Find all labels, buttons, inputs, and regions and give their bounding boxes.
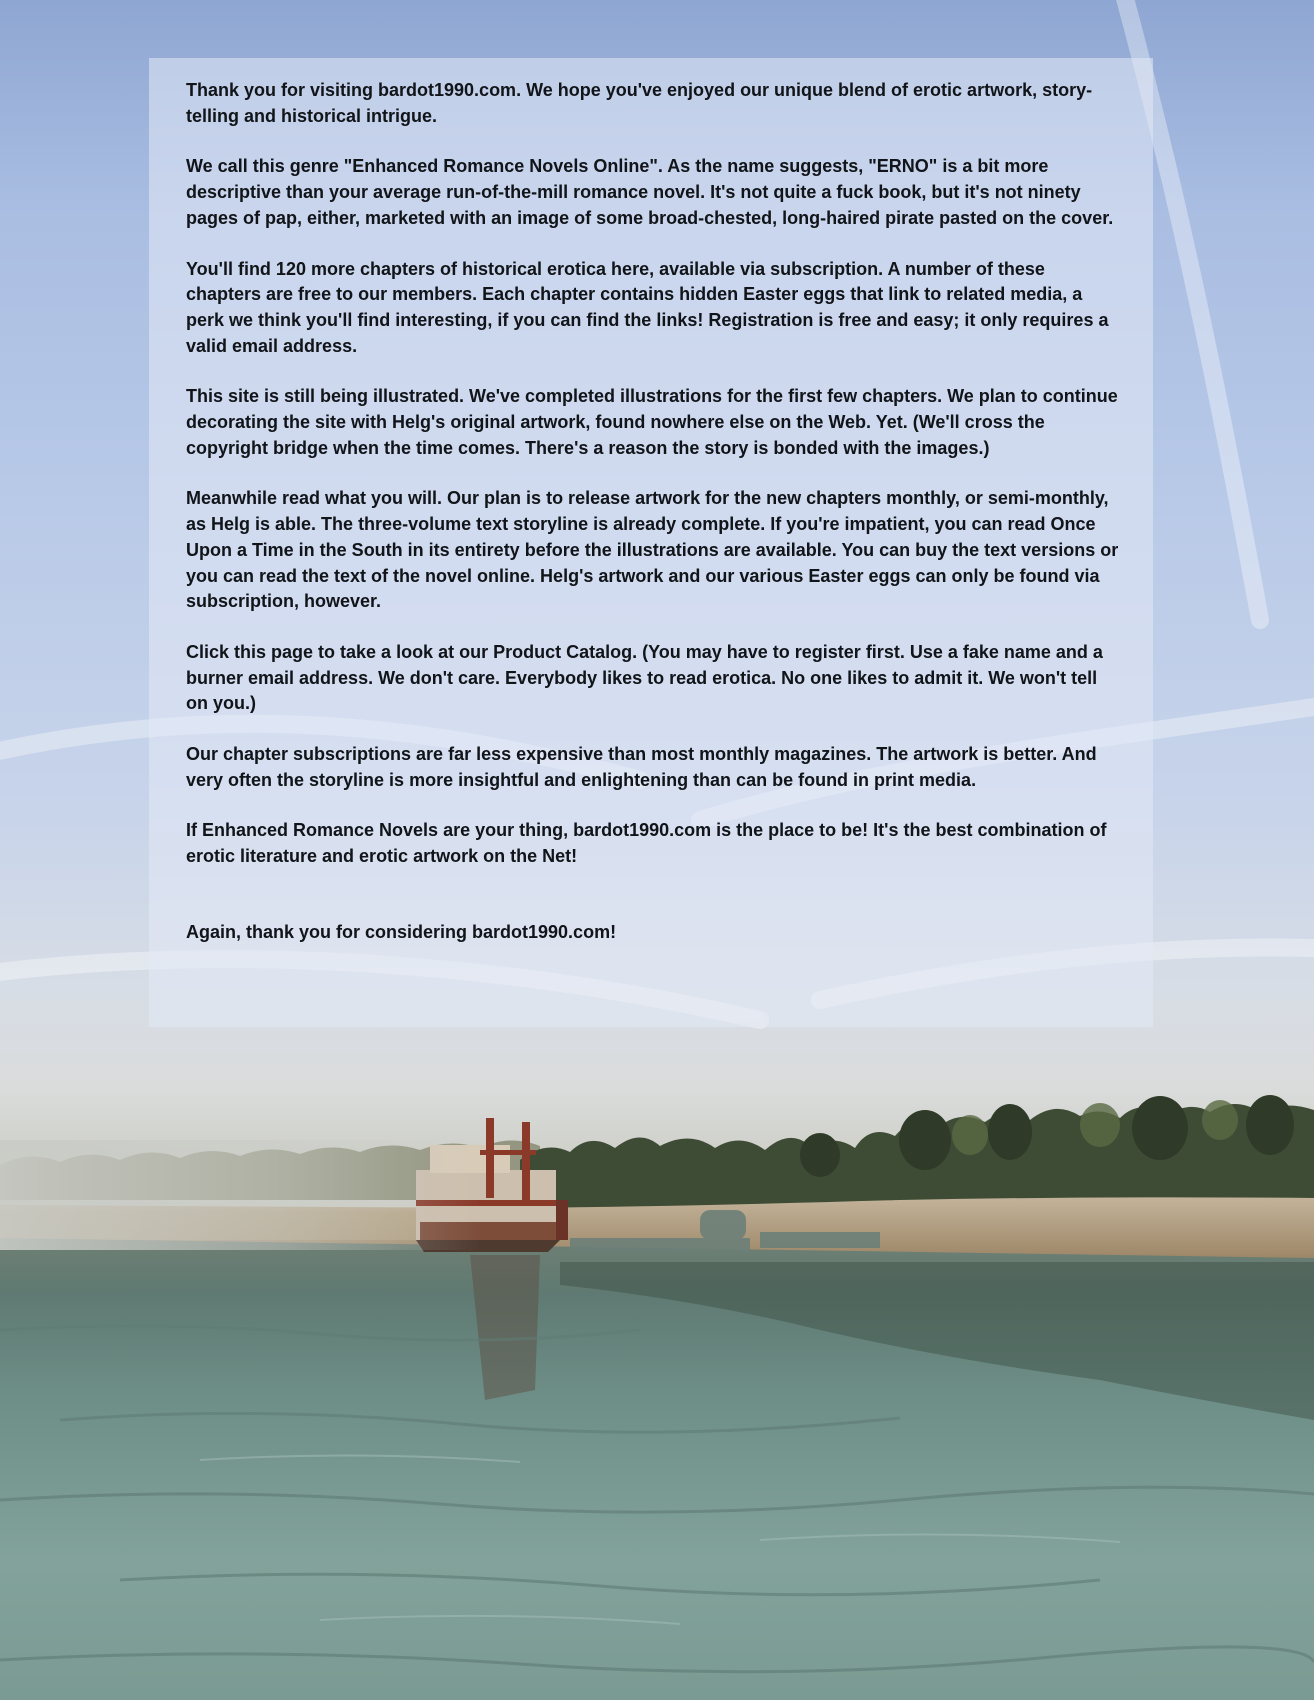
paragraph-illustrations: This site is still being illustrated. We've completed illustrations for the first few chapters. We plan to continue decorating the site with Helg's original artwork, found nowhere else on the Web. Yet. (We'll cross the copyright bridge when the time comes. There's a reason the story is bonded with the images.) <box>186 386 1118 458</box>
paragraph-summary: If Enhanced Romance Novels are your thing, bardot1990.com is the place to be! It's the best combination of erotic literature and erotic artwork on the Net! <box>186 820 1107 867</box>
paragraph-chapters: You'll find 120 more chapters of historical erotica here, available via subscription. A number of these chapters are free to our members. Each chapter contains hidden Easter eggs that link to related media, a perk we think you'll find interesting, if you can find the links! Registration is free and easy; it only requires a valid email address. <box>186 258 1109 356</box>
paragraph-release-plan: Meanwhile read what you will. Our plan is to release artwork for the new chapters monthly, or semi-monthly, as Helg is able. The three-volume text storyline is already complete. If you're impatient, you can read Once Upon a Time in the South in its entirety before the illustrations are available. You can buy the text versions or you can read the text of the novel online. Helg's artwork and our various Easter eggs can only be found via subscription, however. <box>186 488 1119 612</box>
paragraph-product-catalog-link[interactable]: Click this page to take a look at our Product Catalog. (You may have to register first. Use a fake name and a burner email address. We don't care. Everybody likes to read erotica. No one likes to admit it. We won't tell on you.) <box>186 641 1103 714</box>
intro-text-panel <box>149 58 1153 1027</box>
paragraph-genre: We call this genre "Enhanced Romance Novels Online". As the name suggests, "ERNO" is a bit more descriptive than your average run-of-the-mill romance novel. It's not quite a fuck book, but it's not ninety pages of pap, either, marketed with an image of some broad-chested, long-haired pirate pasted on the cover. <box>186 156 1114 228</box>
closing-line: Again, thank you for considering bardot1990.com! <box>186 921 617 942</box>
paragraph-welcome: Thank you for visiting bardot1990.com. We hope you've enjoyed our unique blend of erotic artwork, story-telling and historical intrigue. <box>186 80 1093 126</box>
paragraph-subscriptions: Our chapter subscriptions are far less expensive than most monthly magazines. The artwork is better. And very often the storyline is more insightful and enlightening than can be found in print media. <box>186 744 1097 790</box>
